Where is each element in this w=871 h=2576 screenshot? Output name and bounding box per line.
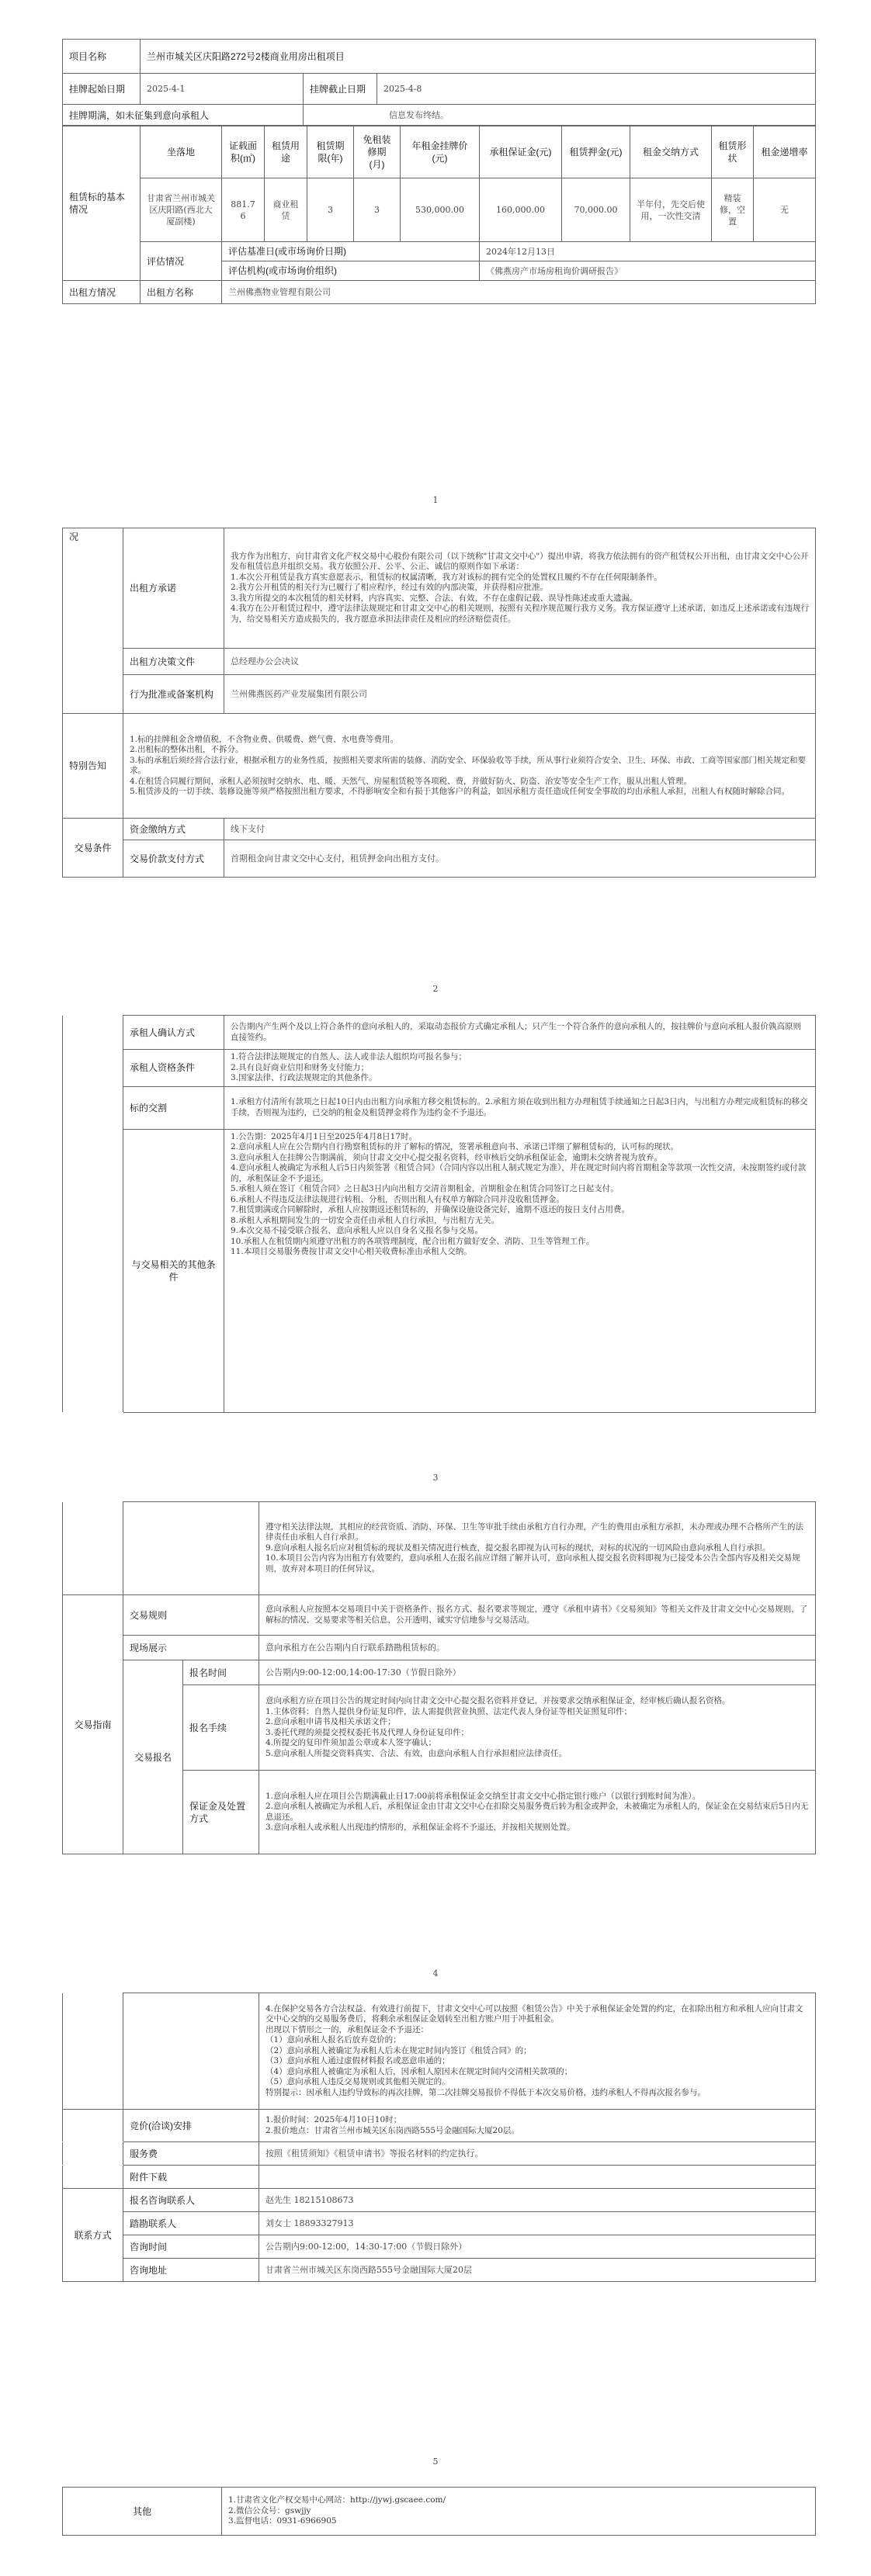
qual-label: 承租人资格条件 xyxy=(123,1050,224,1087)
p4-blank xyxy=(63,1502,123,1595)
visit-contact-value: 刘女士 18893327913 xyxy=(259,2212,816,2235)
addr-value: 甘肃省兰州市城关区东岗西路555号金融国际大厦20层 xyxy=(259,2259,816,2282)
extend-label: 挂牌期满，如未征集到意向承租人 xyxy=(63,105,304,126)
p6-table xyxy=(62,2487,816,2536)
value-payment: 半年付，先交后使用，一次性交清 xyxy=(630,178,712,242)
service-label: 服务费 xyxy=(123,2142,259,2166)
visit-contact-label: 踏勘联系人 xyxy=(123,2212,259,2235)
value-free: 3 xyxy=(354,178,401,242)
p5-continued-text: 4.在保护交易各方合法权益、有效进行前提下，甘肃文交中心可以按照《租赁公告》中关于承租保证金处置的约定，在扣除出租方和承租人应向甘肃文交中心交纳的交易服务费后，将剩余承租保证金划转至出租方账户用于冲抵租金。 出现以下情形之一的，承租保证金不予退还： （1）意向承租人报名后放弃竞价的； （2）意向承租人被确定为承租人后未在规定时间内签订《租赁合同》的； （3）意向承租人通过虚假材料报名或恶意串通的； （4）意向承租人被确定为承租人后，因承租人原因未在规定时间内交清相关款项的； （5）意向承租人违反交易规则或其他相关规定的。 特别提示：因承租人违约导致标的再次挂牌，第二次挂牌交易报价不得低于本次交易价格，违约承租人不得再次报名参与。 xyxy=(259,1993,816,2110)
basic-section-label: 租赁标的基本情况 xyxy=(63,126,141,281)
confirm-label: 承租人确认方式 xyxy=(123,1016,224,1050)
lessor-section-label: 出租方情况 xyxy=(63,281,141,304)
start-date: 2025-4-1 xyxy=(141,74,304,105)
eval-org-label: 评估机构(或市场询价组织) xyxy=(222,261,480,281)
lessor-name: 兰州佛燕物业管理有限公司 xyxy=(222,281,816,304)
time-value: 公告期内9:00-12:00,14:00-17:30（节假日除外） xyxy=(259,1660,816,1685)
p4-blank-2 xyxy=(123,1502,259,1595)
decision-label: 出租方决策文件 xyxy=(123,649,224,675)
approver-label: 行为批准或备案机构 xyxy=(123,675,224,714)
header-rent: 年租金挂牌价(元) xyxy=(401,126,480,178)
proc-value: 意向承租方应在项目公告的规定时间内向甘肃文交中心提交报名资料并登记，并按要求交纳承租保证金，经审核后确认报名资格。 1.主体资料：自然人提供身份证复印件，法人需提供营业执照、法定代表人身份证等相关证照复印件； 2.意向承租申请书及相关承诺文件； 3.委托代理的须提交授权委托书及代理人身份证复印件； 4.所提交的复印件须加盖公章或本人签字确认； 5.意向承租人所提交资料真实、合法、有效，由意向承租人自行承担相应法律责任。 xyxy=(259,1685,816,1771)
time-label: 报名时间 xyxy=(183,1660,259,1685)
start-date-label: 挂牌起始日期 xyxy=(63,74,141,105)
p5-blank xyxy=(63,1993,123,2110)
eval-label: 评估情况 xyxy=(141,242,222,281)
site-value: 意向承租方在公告期内自行联系踏勘租赁标的。 xyxy=(259,1636,816,1660)
approver-value: 兰州佛燕医药产业发展集团有限公司 xyxy=(224,675,816,714)
value-deposit: 160,000.00 xyxy=(480,178,562,242)
eval-date-label: 评估基准日(或市场询价日期) xyxy=(222,242,480,261)
consult-time-value: 公告期内9:00-12:00，14:30-17:00（节假日除外） xyxy=(259,2235,816,2259)
bid-label: 竞价(洽谈)安排 xyxy=(123,2110,259,2142)
conditions-label: 与交易相关的其他条件 xyxy=(123,1129,224,1412)
notice-label: 特别告知 xyxy=(63,714,123,819)
p3-blank xyxy=(63,1016,123,1413)
p5-blank-3 xyxy=(63,2110,123,2142)
other-label: 其他 xyxy=(63,2488,222,2536)
value-guarantee: 70,000.00 xyxy=(562,178,630,242)
signup-label: 交易报名 xyxy=(123,1660,183,1854)
value-shape: 精装修，空置 xyxy=(712,178,754,242)
header-deposit: 承租保证金(元) xyxy=(480,126,562,178)
pay-section-label: 交易条件 xyxy=(63,819,123,878)
header-shape: 租赁形状 xyxy=(712,126,754,178)
header-location: 坐落地 xyxy=(141,126,222,178)
handover-label: 标的交割 xyxy=(123,1086,224,1129)
addr-label: 咨询地址 xyxy=(123,2259,259,2282)
signup-contact-value: 赵先生 18215108673 xyxy=(259,2189,816,2212)
service-value: 按照《租赁须知》《租赁申请书》等报名材料的约定执行。 xyxy=(259,2142,816,2166)
value-location: 甘肃省兰州市城关区庆阳路(西北大厦副楼) xyxy=(141,178,222,242)
lessor-name-label: 出租方名称 xyxy=(141,281,222,304)
eval-org: 《佛燕房产市场房租询价调研报告》 xyxy=(480,261,816,281)
header-use: 租赁用途 xyxy=(265,126,307,178)
header-guarantee: 租赁押金(元) xyxy=(562,126,630,178)
header-term: 租赁期限(年) xyxy=(307,126,354,178)
contact-label: 联系方式 xyxy=(63,2189,123,2282)
header-free: 免租装修期(月) xyxy=(354,126,401,178)
p2-section-label: 况 xyxy=(63,528,123,714)
value-term: 3 xyxy=(307,178,354,242)
other-value: 1.甘肃省文化产权交易中心网站：http://jywj.gscaee.com/ 2.微信公众号：gswjjy 3.监督电话：0931-6966905 xyxy=(222,2488,816,2536)
end-date: 2025-4-8 xyxy=(377,74,816,105)
attach-value[interactable] xyxy=(259,2166,816,2189)
pay-type-value: 线下支付 xyxy=(224,819,816,840)
eval-date: 2024年12月13日 xyxy=(480,242,816,261)
page-number: 5 xyxy=(432,2457,439,2467)
rules-value: 意向承租人应按照本交易项目中关于资格条件、报名方式、报名要求等规定，遵守《承租申请书》《交易须知》等相关文件及甘肃文交中心交易规则，了解标的情况、交易要求等相关信息，公开透明、诚实守信地参与交易活动。 xyxy=(259,1595,816,1636)
value-area: 881.76 xyxy=(222,178,265,242)
project-name-label: 项目名称 xyxy=(63,40,141,74)
p2-table xyxy=(62,528,816,878)
deposit-value: 1.意向承租人应在项目公告期满截止日17:00前将承租保证金交纳至甘肃文交中心指定银行账户（以银行到账时间为准）。 2.意向承租人被确定为承租人后，承租保证金由甘肃文交中心在扣除交易服务费后转为租金或押金，未被确定为承租人的，保证金在交易结束后5日内无息退还。 3.意向承租人或承租人出现违约情形的，承租保证金将不予退还，并按相关规则处置。 xyxy=(259,1771,816,1854)
handover-value: 1.承租方付清所有款项之日起10日内由出租方向承租方移交租赁标的。2.承租方须在收到出租方办理租赁手续通知之日起3日内，与出租方办理完成租赁标的移交手续，否则视为违约，已交纳的租金及租赁押金将作为违约金不予退还。 xyxy=(224,1086,816,1129)
basic-table xyxy=(62,125,816,304)
pay-period-label: 交易价款支付方式 xyxy=(123,840,224,878)
qual-value: 1.符合法律法规规定的自然人、法人或非法人组织均可报名参与； 2.具有良好商业信用和财务支付能力； 3.国家法律、行政法规规定的其他条件。 xyxy=(224,1050,816,1087)
rules-label: 交易规则 xyxy=(123,1595,259,1636)
value-increase: 无 xyxy=(754,178,816,242)
page-number: 3 xyxy=(432,1473,439,1483)
confirm-value: 公告期内产生两个及以上符合条件的意向承租人的，采取动态报价方式确定承租人；只产生一个符合条件的意向承租人的，按挂牌价与意向承租人报价孰高原则直接签约。 xyxy=(224,1016,816,1050)
decision-value: 总经理办公会决议 xyxy=(224,649,816,675)
bid-value: 1.报价时间：2025年4月10日10时； 2.报价地点：甘肃省兰州市城关区东岗西路555号金融国际大厦20层。 xyxy=(259,2110,816,2142)
header-increase: 租金递增率 xyxy=(754,126,816,178)
p3-table xyxy=(62,1015,816,1413)
attach-label[interactable]: 附件下载 xyxy=(123,2166,259,2189)
promise-text: 我方作为出租方，向甘肃省文化产权交易中心股份有限公司（以下统称"甘肃文交中心"）提出申请，将我方依法拥有的资产租赁权公开出租，由甘肃文交中心公开发布租赁信息并组织交易。我方依照公开、公平、公正、诚信的原则作如下承诺： 1.本次公开租赁是我方真实意愿表示，租赁标的权属清晰，我方对该标的拥有完全的处置权且履约不存在任何限制条件。 2.我方公开租赁的相关行为已履行了相应程序，经过有效的内部决策，并获得相应批准。 3.我方所提交的本次租赁的相关材料，内容真实、完整、合法、有效，不存在虚假记载、误导性陈述或重大遗漏。 4.我方在公开租赁过程中，遵守法律法规规定和甘肃文交中心的相关规则，按照有关程序规范履行我方义务。我方保证遵守上述承诺，如违反上述承诺或有违规行为，给交易相关方造成损失的，我方愿意承担法律责任及相应的经济赔偿责任。 xyxy=(224,528,816,649)
value-rent: 530,000.00 xyxy=(401,178,480,242)
proc-label: 报名手续 xyxy=(183,1685,259,1771)
page-number: 1 xyxy=(432,495,439,505)
p4-continued-text: 遵守相关法律法规，其相应的经营资质、消防、环保、卫生等审批手续由承租方自行办理，产生的费用由承租方承担，未办理或办理不合格所产生的法律责任由承租人自行承担。 9.意向承租人报名后应对租赁标的现状及相关情况进行核查，提交报名即视为认可标的现状，对标的状况的一切风险由意向承租人自行承担。 10.本项目公告内容为出租方有效要约，意向承租人在报名前应详细了解并认可，意向承租人提交报名资料即视为已接受本公告全部内容及相关交易规则，放弃对本项目的任何异议。 xyxy=(259,1502,816,1595)
signup-contact-label: 报名咨询联系人 xyxy=(123,2189,259,2212)
pay-period-value: 首期租金向甘肃文交中心支付，租赁押金向出租方支付。 xyxy=(224,840,816,878)
project-name: 兰州市城关区庆阳路272号2楼商业用房出租项目 xyxy=(141,40,816,74)
page-number: 4 xyxy=(432,1968,439,1979)
deposit-label: 保证金及处置方式 xyxy=(183,1771,259,1854)
p5-blank-5 xyxy=(63,2166,123,2189)
p5-blank-2 xyxy=(123,1993,259,2110)
extend-value: 信息发布终结。 xyxy=(304,105,816,126)
header-payment: 租金交纳方式 xyxy=(630,126,712,178)
header-area: 证载面积(㎡) xyxy=(222,126,265,178)
project-table xyxy=(62,39,816,126)
page-number: 2 xyxy=(432,984,439,994)
end-date-label: 挂牌截止日期 xyxy=(304,74,377,105)
p5-blank-4 xyxy=(63,2142,123,2166)
promise-label: 出租方承诺 xyxy=(123,528,224,649)
site-label: 现场展示 xyxy=(123,1636,259,1660)
pay-type-label: 资金缴纳方式 xyxy=(123,819,224,840)
consult-time-label: 咨询时间 xyxy=(123,2235,259,2259)
guide-label: 交易指南 xyxy=(63,1595,123,1854)
p5-table xyxy=(62,1993,816,2282)
value-use: 商业租赁 xyxy=(265,178,307,242)
notice-text: 1.标的挂牌租金含增值税，不含物业费、供暖费、燃气费、水电费等费用。 2.出租标的整体出租，不拆分。 3.标的承租后须经营合法行业，根据承租方的业务性质，按照相关要求所需的装修、消防安全、环保验收等手续，所从事行业须符合安全、卫生、环保、市政、工商等国家部门相关规定和要求。 4.在租赁合同履行期间，承租人必须按时交纳水、电、暖、天然气、房屋租赁税等各项税、费，并做好防火、防盗、治安等安全生产工作，服从出租人管理。 5.租赁涉及的一切手续、装修设施等须严格按照出租方要求，不得影响安全和有损于其他客户的利益，如因承租方责任造成任何安全事故的均由承租人承担，出租人有权随时解除合同。 xyxy=(123,714,816,819)
p4-table xyxy=(62,1501,816,1854)
conditions-value: 1.公告期：2025年4月1日至2025年4月8日17时。 2.意向承租人应在公告期内自行勘察租赁标的并了解标的情况，签署承租意向书、承诺已详细了解租赁标的，认可标的现状。 3.意向承租人在挂牌公告期满前，须向甘肃文交中心提交报名资料，经审核后交纳承租保证金，逾期未交纳者视为放弃。 4.意向承租人被确定为承租人后5日内须签署《租赁合同》（合同内容以出租人制式规定为准），并在规定时间内将首期租金等款项一次性交清，未按期签约或付款的，承租保证金不予退还。 5.承租人须在签订《租赁合同》之日起3日内向出租方交清首期租金，首期租金在租赁合同签订之日起支付。 6.承租人不得违反法律法规进行转租、分租，否则出租人有权单方解除合同并没收租赁押金。 7.租赁期满或合同解除时，承租人应按期返还租赁标的，并确保设施设备完好，逾期不返还的按日支付占用费。 8.承租人承租期间发生的一切安全责任由承租人自行承担，与出租方无关。 9.本次交易不接受联合报名，意向承租人应以自身名义报名参与交易。 10.承租人在租赁期内须遵守出租方的各项管理制度，配合出租方做好安全、消防、卫生等管理工作。 11.本项目交易服务费按甘肃文交中心相关收费标准由承租人交纳。 xyxy=(224,1129,816,1412)
